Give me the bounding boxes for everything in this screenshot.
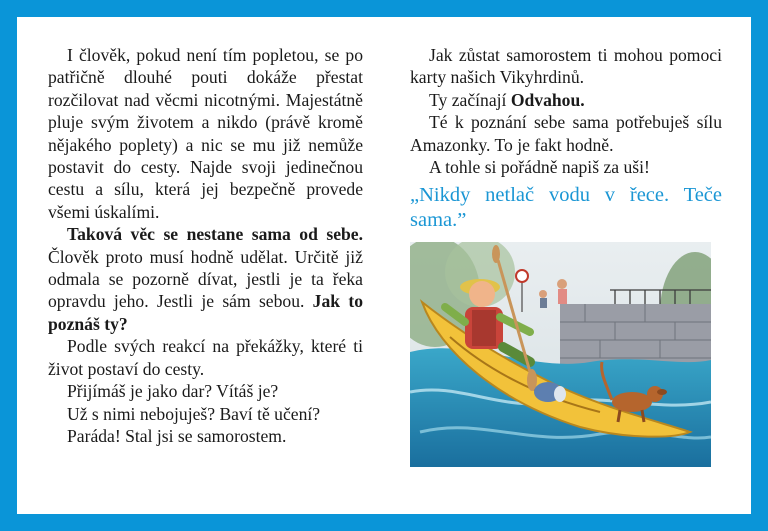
right-column [410, 44, 722, 232]
paragraph-5: Už s nimi nebojuješ? Baví tě učení? [67, 403, 321, 424]
paragraph-r1: Jak zůstat samorostem ti mohou pomoci karty našich Vikyhrdinů. [410, 45, 722, 88]
paragraph-1: I člověk, pokud není tím popletou, se po patřičně dlouhé pouti dokáže přestat rozčilovat nad věcmi nicotnými. Majestátně pluje svým životem a nikdo (právě kromě nějakého poplety) a nic se mu již nemůže postavit do cesty. Najde svoji jedinečnou cestu a sílu, která jej bezpečně provede všemi úskalími. [48, 45, 363, 222]
bold-courage: Odvahou. [510, 89, 585, 110]
left-column [48, 44, 363, 447]
paragraph-r2-text: Ty začínají [429, 89, 511, 110]
paragraph-6: Paráda! Stal jsi se samorostem. [67, 425, 287, 446]
paragraph-r3: Té k poznání sebe sama potřebuješ sílu Amazonky. To je fakt hodně. [410, 112, 722, 155]
canoe-illustration [410, 242, 711, 467]
quote: „Nikdy netlač vodu v řece. Teče sama.” [410, 184, 722, 231]
paragraph-4: Přijímáš je jako dar? Vítáš je? [67, 381, 279, 402]
paragraph-3: Podle svých reakcí na překážky, které ti život postaví do cesty. [48, 336, 363, 379]
bold-lead: Taková věc se nestane sama od sebe. [67, 224, 363, 245]
paragraph-r2 [410, 89, 722, 111]
paragraph-2 [48, 223, 363, 335]
paragraph-r4: A tohle si pořádně napiš za uši! [429, 157, 650, 178]
bold-question: Jak to poznáš ty? [48, 291, 363, 334]
paragraph-2-text: Člověk proto musí hodně udělat. Určitě již odmala se pozorně dívat, jestli je ta řeka opravdu jeho. Jestli je sám sebou. [48, 246, 363, 312]
